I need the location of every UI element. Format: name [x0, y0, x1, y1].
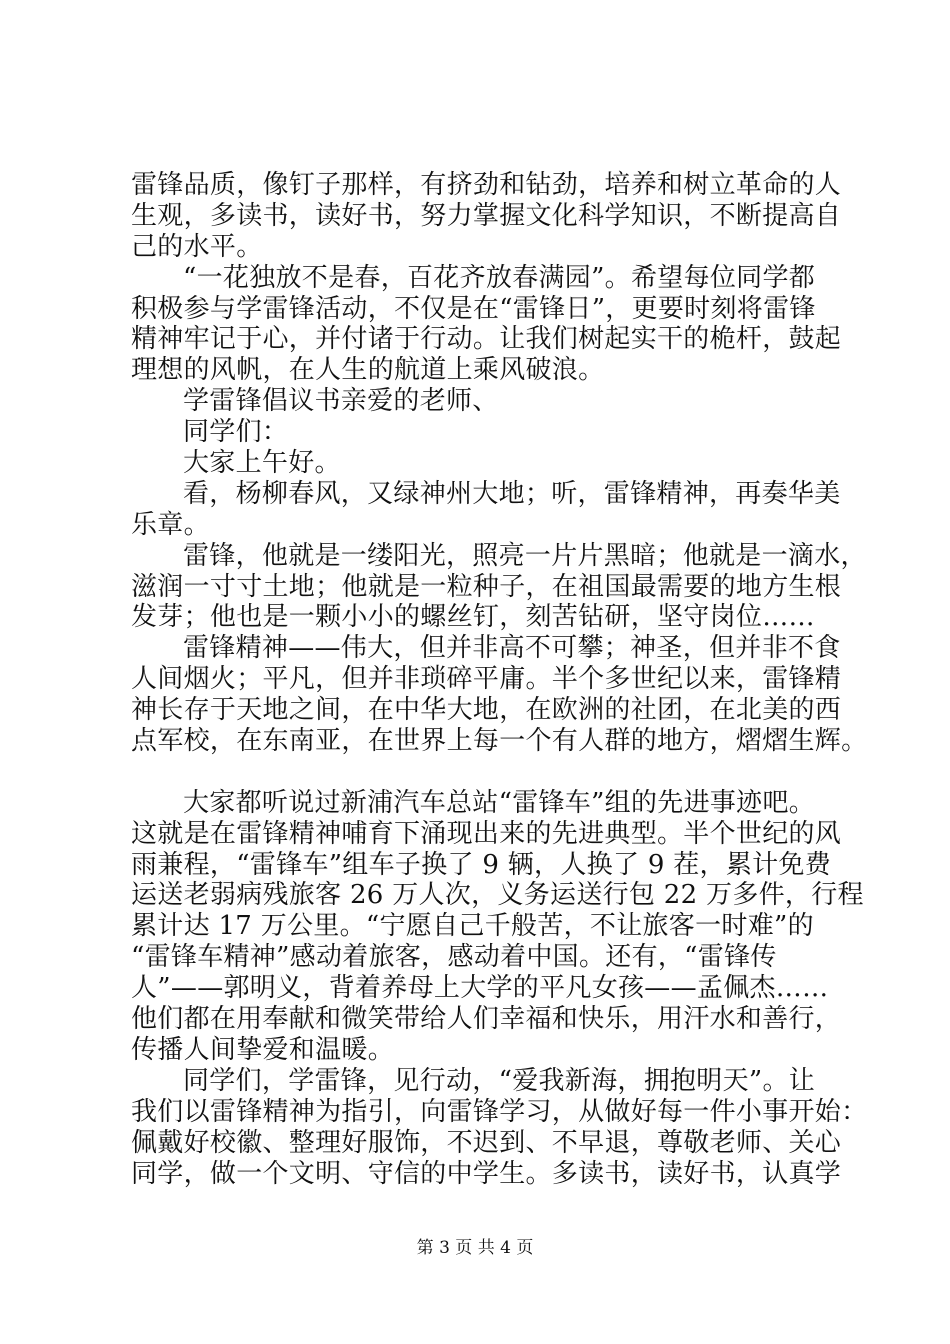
page-number-footer: 第 3 页 共 4 页 — [416, 1238, 534, 1258]
text-line: 大家都听说过新浦汽车总站“雷锋车”组的先进事迹吧。 — [183, 787, 816, 818]
text-line: 他们都在用奉献和微笑带给人们幸福和快乐，用汗水和善行， — [131, 1004, 842, 1035]
text-line: “一花独放不是春，百花齐放春满园”。希望每位同学都 — [183, 262, 816, 293]
text-line: 人”——郭明义，背着养母上大学的平凡女孩——孟佩杰…… — [131, 973, 829, 1004]
text-line: 滋润一寸寸土地；他就是一粒种子，在祖国最需要的地方生根 — [131, 571, 842, 602]
text-line: 生观，多读书，读好书，努力掌握文化科学知识，不断提高自 — [131, 200, 842, 231]
text-line: 佩戴好校徽、整理好服饰，不迟到、不早退，尊敬老师、关心 — [131, 1127, 842, 1158]
text-line: 雨兼程，“雷锋车”组车子换了 9 辆，人换了 9 茬，累计免费 — [131, 849, 832, 880]
text-line: 精神牢记于心，并付诸于行动。让我们树起实干的桅杆，鼓起 — [131, 324, 842, 355]
paragraph-gap — [131, 757, 841, 788]
text-line: 这就是在雷锋精神哺育下涌现出来的先进典型。半个世纪的风 — [131, 818, 842, 849]
text-line: 学雷锋倡议书亲爱的老师、 — [183, 386, 499, 417]
text-line: 雷锋，他就是一缕阳光，照亮一片片黑暗；他就是一滴水， — [183, 540, 867, 571]
text-line: 雷锋品质，像钉子那样，有挤劲和钻劲，培养和树立革命的人 — [131, 170, 842, 200]
text-line: 大家上午好。 — [183, 448, 341, 479]
text-line: 乐章。 — [131, 509, 210, 540]
text-line: 传播人间挚爱和温暖。 — [131, 1034, 395, 1065]
text-line: 同学们，学雷锋，见行动，“爱我新海，拥抱明天”。让 — [183, 1065, 816, 1096]
text-line: “雷锋车精神”感动着旅客，感动着中国。还有，“雷锋传 — [131, 942, 777, 973]
text-line: 理想的风帆，在人生的航道上乘风破浪。 — [131, 355, 605, 386]
text-line: 发芽；他也是一颗小小的螺丝钉，刻苦钻研，坚守岗位…… — [131, 602, 815, 633]
text-line: 雷锋精神——伟大，但并非高不可攀；神圣，但并非不食 — [183, 633, 841, 664]
text-line: 神长存于天地之间，在中华大地，在欧洲的社团，在北美的西 — [131, 695, 842, 726]
text-line: 同学，做一个文明、守信的中学生。多读书，读好书，认真学 — [131, 1158, 842, 1189]
document-body — [131, 170, 868, 1189]
text-line: 我们以雷锋精神为指引，向雷锋学习，从做好每一件小事开始： — [131, 1096, 868, 1127]
text-line: 点军校，在东南亚，在世界上每一个有人群的地方，熠熠生辉。 — [131, 726, 868, 757]
text-line: 己的水平。 — [131, 231, 263, 262]
text-line: 累计达 17 万公里。“宁愿自己千般苦，不让旅客一时难”的 — [131, 911, 814, 942]
text-line: 同学们： — [183, 417, 289, 448]
text-line: 运送老弱病残旅客 26 万人次，义务运送行包 22 万多件，行程 — [131, 880, 864, 911]
text-line: 看，杨柳春风，又绿神州大地；听，雷锋精神，再奏华美 — [183, 478, 841, 509]
text-line: 人间烟火；平凡，但并非琐碎平庸。半个多世纪以来，雷锋精 — [131, 664, 842, 695]
text-line: 积极参与学雷锋活动，不仅是在“雷锋日”，更要时刻将雷锋 — [131, 293, 816, 324]
